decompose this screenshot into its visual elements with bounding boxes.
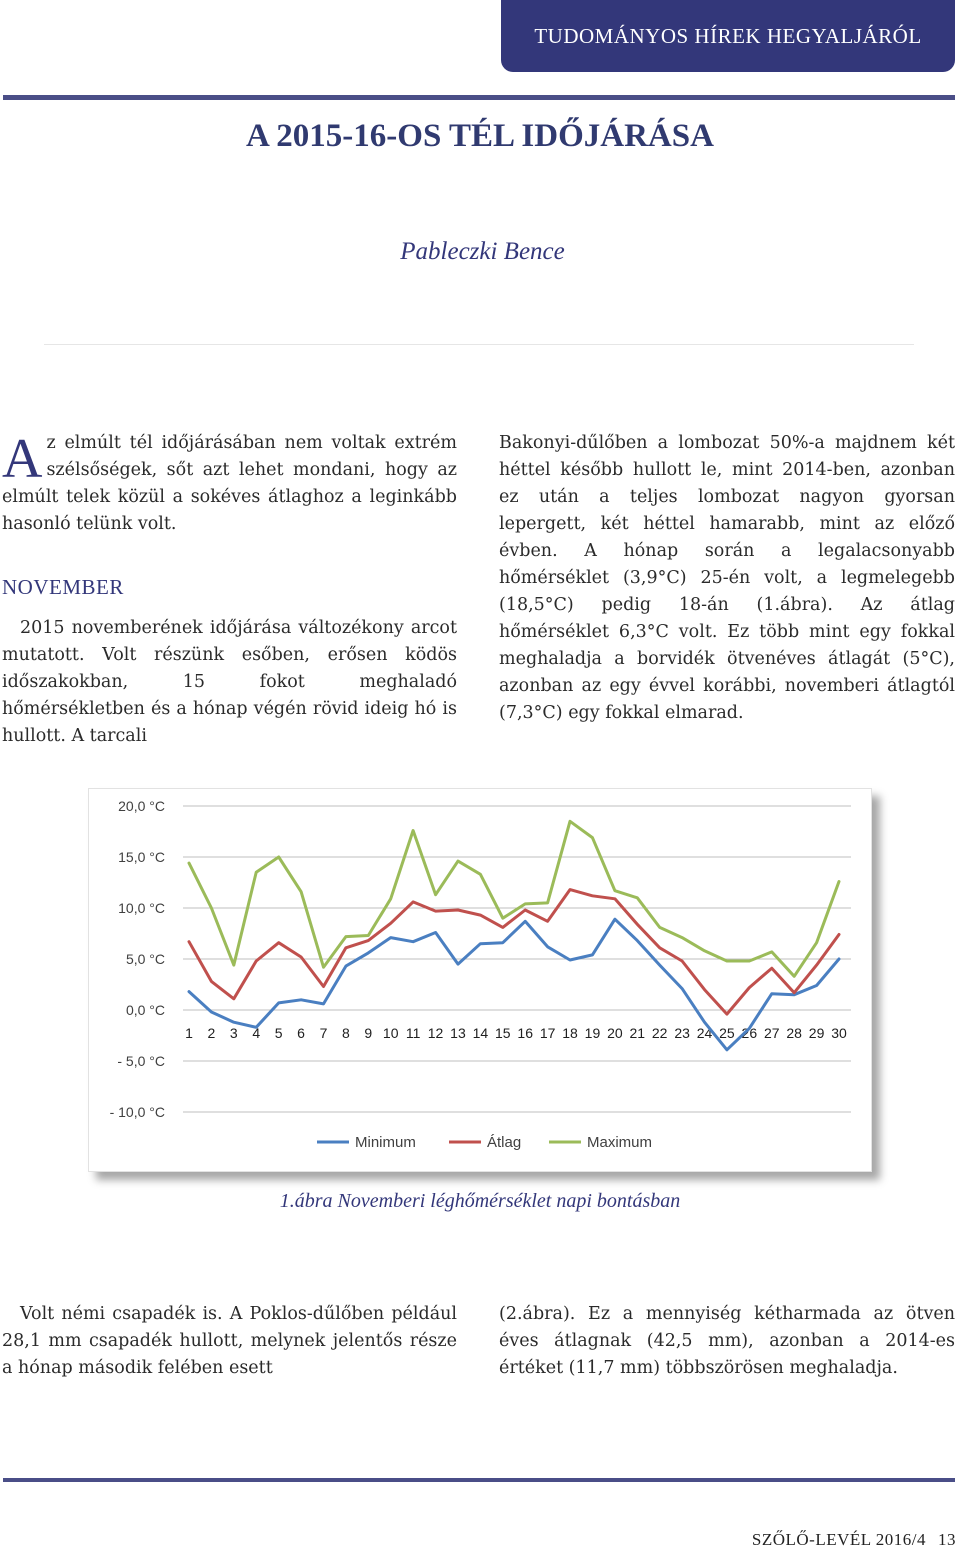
x-tick-label: 15 — [495, 1025, 511, 1041]
y-tick-label: 0,0 °C — [125, 1002, 165, 1018]
section-heading: NOVEMBER — [2, 575, 124, 599]
intro-text: z elmúlt tél időjárásában nem voltak extrém szélsőségek, sőt azt lehet mondani, hogy az elmúlt telek közül a sokéves átlaghoz a leginkább hasonló telünk volt. — [2, 433, 457, 534]
y-tick-label: - 10,0 °C — [109, 1104, 165, 1120]
page-number: 13 — [938, 1530, 956, 1549]
x-tick-label: 5 — [274, 1025, 283, 1041]
top-divider — [3, 95, 955, 100]
x-tick-label: 19 — [584, 1025, 601, 1041]
legend-label: Maximum — [587, 1134, 653, 1151]
text-column-left — [2, 430, 457, 750]
x-tick-label: 3 — [229, 1025, 238, 1041]
article-author: Pableczki Bence — [400, 238, 565, 265]
x-tick-label: 24 — [696, 1025, 713, 1041]
legend-label: Minimum — [355, 1134, 416, 1151]
y-tick-label: 20,0 °C — [118, 798, 165, 814]
text-column-right — [499, 430, 955, 727]
y-tick-label: - 5,0 °C — [117, 1053, 165, 1069]
chart-svg — [89, 789, 871, 1171]
y-tick-label: 10,0 °C — [118, 900, 165, 916]
x-tick-label: 30 — [831, 1025, 847, 1041]
x-tick-label: 26 — [741, 1025, 758, 1041]
x-tick-label: 1 — [185, 1025, 193, 1041]
section-header-tab — [501, 0, 955, 72]
x-tick-label: 16 — [517, 1025, 533, 1041]
body-paragraph: (2.ábra). Ez a mennyiség kétharmada az ötven éves átlagnak (42,5 mm), azonban a 2014-es értéket (11,7 mm) többszörösen meghaladja. — [499, 1304, 955, 1378]
text-column-left-bottom — [2, 1301, 457, 1382]
x-tick-label: 17 — [539, 1025, 556, 1041]
x-tick-label: 23 — [674, 1025, 690, 1041]
text-column-right-bottom — [499, 1301, 955, 1382]
x-tick-label: 12 — [427, 1025, 444, 1041]
x-tick-label: 27 — [763, 1025, 780, 1041]
bottom-divider — [3, 1478, 955, 1482]
x-tick-label: 11 — [405, 1025, 421, 1041]
body-paragraph: 2015 novemberének időjárása változékony arcot mutatott. Volt részünk esőben, erősen ködös időszakokban, 15 fokot meghaladó hőmérsékletben és a hónap végén rövid ideig hó is hullott. A tarcali — [2, 618, 457, 746]
x-tick-label: 29 — [808, 1025, 825, 1041]
title-divider — [44, 344, 914, 345]
x-tick-label: 14 — [472, 1025, 489, 1041]
article-title: A 2015-16-OS TÉL IDŐJÁRÁSA — [246, 118, 714, 154]
drop-cap: A — [2, 428, 43, 490]
x-tick-label: 20 — [607, 1025, 623, 1041]
legend-label: Átlag — [487, 1134, 522, 1151]
y-tick-label: 5,0 °C — [125, 951, 165, 967]
x-tick-label: 7 — [319, 1025, 328, 1041]
x-tick-label: 10 — [382, 1025, 399, 1041]
y-tick-label: 15,0 °C — [118, 849, 165, 865]
x-tick-label: 13 — [450, 1025, 466, 1041]
intro-paragraph — [2, 430, 457, 538]
x-tick-label: 8 — [341, 1025, 350, 1041]
page-footer — [740, 1530, 956, 1550]
section-header-label: TUDOMÁNYOS HÍREK HEGYALJÁRÓL — [534, 23, 922, 48]
temperature-chart — [88, 788, 872, 1172]
x-tick-label: 9 — [364, 1025, 373, 1041]
x-tick-label: 25 — [719, 1025, 735, 1041]
x-tick-label: 4 — [252, 1025, 261, 1041]
x-tick-label: 21 — [629, 1025, 646, 1041]
publication-name: SZŐLŐ-LEVÉL 2016/4 — [751, 1530, 926, 1549]
body-paragraph: Volt némi csapadék is. A Poklos-dűlőben például 28,1 mm csapadék hullott, melynek jelentős része a hónap második felében esett — [2, 1304, 457, 1378]
x-tick-label: 18 — [562, 1025, 578, 1041]
x-tick-label: 28 — [786, 1025, 802, 1041]
x-tick-label: 22 — [651, 1025, 668, 1041]
x-tick-label: 2 — [207, 1025, 216, 1041]
figure-caption: 1.ábra Novemberi léghőmérséklet napi bontásban — [279, 1190, 681, 1212]
x-tick-label: 6 — [297, 1025, 305, 1041]
series-line-maximum — [189, 821, 839, 976]
body-paragraph: Bakonyi-dűlőben a lombozat 50%-a majdnem két héttel később hullott le, mint 2014-ben, azonban ez után a teljes lombozat nagyon gyorsan lepergett, két héttel hamarabb, mint az előző évben. A hónap során a legalacsonyabb hőmérséklet (3,9°C) 25-én volt, a legmelegebb (18,5°C) pedig 18-án (1.ábra). Az átlag hőmérséklet 6,3°C volt. Ez több mint egy fokkal meghaladja a borvidék ötvenéves átlagát (5°C), azonban az egy évvel korábbi, novemberi átlagtól (7,3°C) egy fokkal elmarad. — [499, 433, 955, 723]
